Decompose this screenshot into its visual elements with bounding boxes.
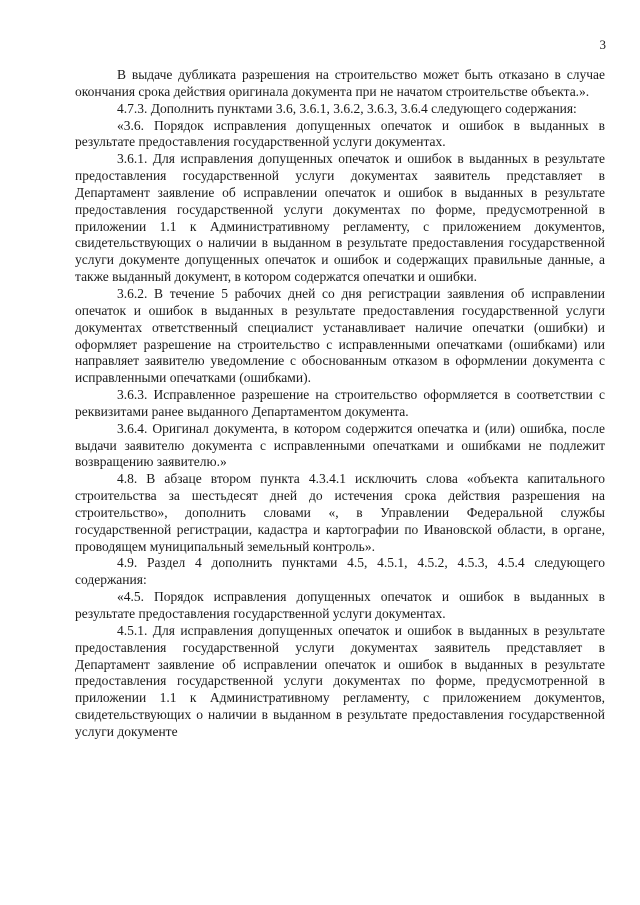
paragraph-3-6: «3.6. Порядок исправления допущенных опечаток и ошибок в выданных в результате предоставления государственной услуги документах. bbox=[75, 117, 605, 150]
paragraph-3-6-4: 3.6.4. Оригинал документа, в котором содержится опечатка и (или) ошибка, после выдачи заявителю документа с исправленными опечатками и ошибками не подлежит возвращению заявителю.» bbox=[75, 420, 605, 470]
paragraph-4-8: 4.8. В абзаце втором пункта 4.3.4.1 исключить слова «объекта капитального строительства за шестьдесят дней до истечения срока действия разрешения на строительство», дополнить словами «, в Управлении Федеральной службы государственной регистрации, кадастра и картографии по Ивановской области, в органе, проводящем муниципальный земельный контроль». bbox=[75, 471, 605, 554]
paragraph-3-6-2: 3.6.2. В течение 5 рабочих дней со дня регистрации заявления об исправлении опечаток и ошибок в выданных в результате предоставления государственной услуги документах ответственный специалист устанавливает наличие опечатки (ошибки) и оформляет разрешение на строительство с исправленными опечатками (ошибками) или направляет заявителю уведомление с обоснованным отказом в оформлении документа с исправленными опечатками (ошибками). bbox=[75, 285, 605, 386]
paragraph-3-6-3: 3.6.3. Исправленное разрешение на строительство оформляется в соответствии с реквизитами ранее выданного Департаментом документа. bbox=[75, 387, 605, 419]
paragraph-4-9: 4.9. Раздел 4 дополнить пунктами 4.5, 4.5.1, 4.5.2, 4.5.3, 4.5.4 следующего содержания: bbox=[75, 555, 605, 588]
paragraph-3-6-1: 3.6.1. Для исправления допущенных опечаток и ошибок в выданных в результате предоставления государственной услуги документах заявитель представляет в Департамент заявление об исправлении опечаток и ошибок в выданных в результате предоставления государственной услуги документах по форме, предусмотренной в приложении 1.1 к Административному регламенту, с приложением документов, свидетельствующих о наличии в выданном в результате предоставления государственной услуги документе допущенных опечаток и ошибок и содержащих правильные данные, а также выданный документ, в котором содержатся опечатки и ошибки. bbox=[75, 151, 605, 285]
paragraph-4-5: «4.5. Порядок исправления допущенных опечаток и ошибок в выданных в результате предоставления государственной услуги документах. bbox=[75, 589, 605, 621]
page-number: 3 bbox=[599, 37, 606, 52]
document-body bbox=[75, 67, 605, 741]
paragraph-duplicate-refusal: В выдаче дубликата разрешения на строительство может быть отказано в случае окончания срока действия оригинала документа при не начатом строительстве объекта.». bbox=[75, 67, 605, 99]
paragraph-4-5-1: 4.5.1. Для исправления допущенных опечаток и ошибок в выданных в результате предоставления государственной услуги документах заявитель представляет в Департамент заявление об исправлении опечаток и ошибок в выданных в результате предоставления государственной услуги документах по форме, предусмотренной в приложении 1.1 к Административному регламенту, с приложением документов, свидетельствующих о наличии в выданном в результате предоставления государственной услуги документе bbox=[75, 622, 605, 739]
paragraph-4-7-3: 4.7.3. Дополнить пунктами 3.6, 3.6.1, 3.6.2, 3.6.3, 3.6.4 следующего содержания: bbox=[117, 100, 577, 116]
